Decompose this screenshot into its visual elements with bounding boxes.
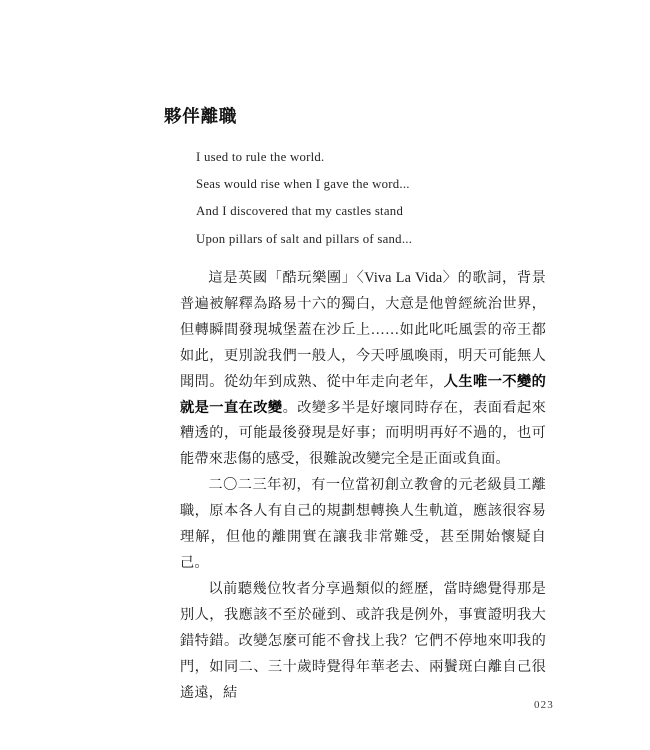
- epigraph-block: [196, 144, 526, 253]
- body-paragraph: [180, 473, 546, 577]
- page-number: 023: [534, 699, 554, 711]
- text-run: 二〇二三年初，有一位當初創立教會的元老級員工離職，原本各人有自己的規劃想轉換人生軌道，應該很容易理解，但他的離開實在讓我非常難受，甚至開始懷疑自己。: [180, 477, 546, 571]
- epigraph-line: Seas would rise when I gave the word...: [196, 177, 410, 192]
- body-paragraph: [180, 266, 546, 473]
- emphasised-run: 人生唯一不變的就是一直在改變: [180, 373, 546, 416]
- chapter-title: 夥伴離職: [164, 105, 238, 126]
- text-run: 以前聽幾位牧者分享過類似的經歷，當時總覺得那是別人，我應該不至於碰到、或許我是例外，事實證明我大錯特錯。改變怎麼可能不會找上我？它們不停地來叩我的門，如同二、三十歲時覺得年華老去、兩鬢斑白離自己很遙遠，結: [180, 580, 546, 701]
- epigraph-line: I used to rule the world.: [196, 150, 325, 164]
- epigraph-line: And I discovered that my castles stand: [196, 204, 404, 219]
- body-paragraph: [180, 577, 546, 707]
- text-run: 。改變多半是好壞同時存在，表面看起來糟透的，可能最後發現是好事；而明明再好不過的，也可能帶來悲傷的感受，很難說改變完全是正面或負面。: [180, 399, 547, 468]
- text-run: 這是英國「酷玩樂團」〈Viva La Vida〉的歌詞，背景普遍被解釋為路易十六的獨白，大意是他曾經統治世界，但轉瞬間發現城堡蓋在沙丘上……如此叱吒風雲的帝王都如此，更別說我們一般人，今天呼風喚雨，明天可能無人聞問。從幼年到成熟、從中年走向老年，: [180, 270, 546, 390]
- body-text-block: [180, 266, 546, 706]
- epigraph-line: Upon pillars of salt and pillars of sand...: [196, 231, 413, 246]
